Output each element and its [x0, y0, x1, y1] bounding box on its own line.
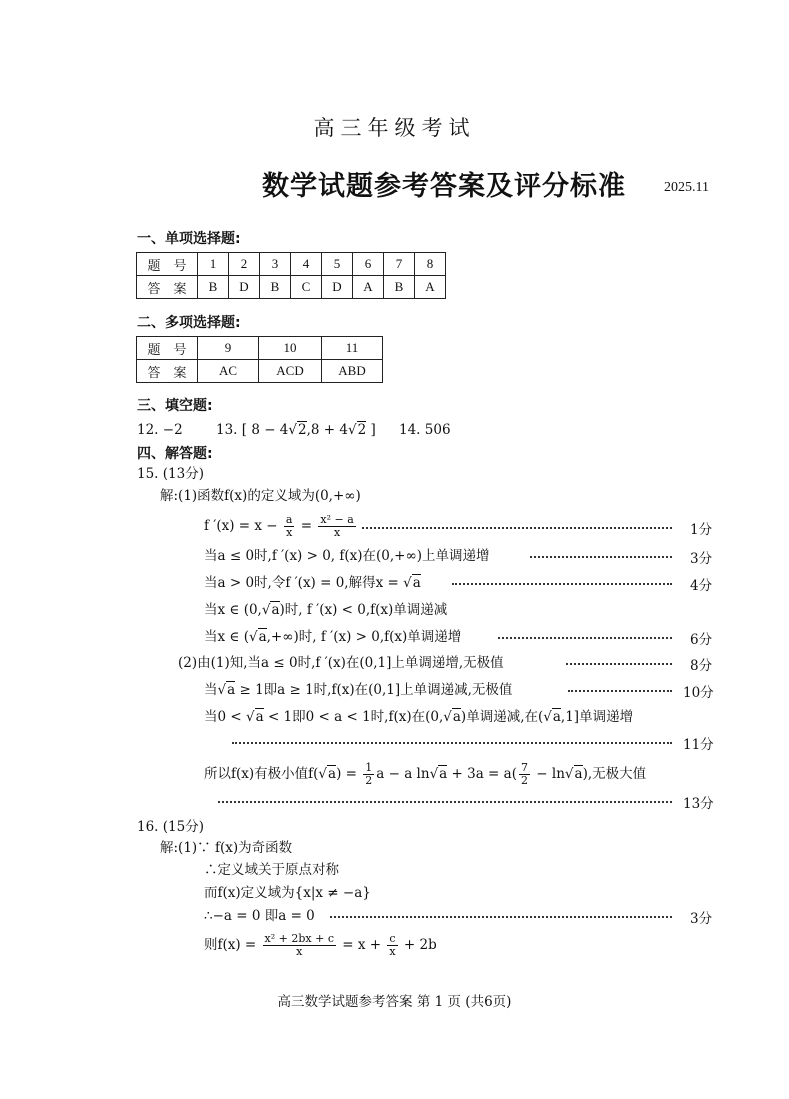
- formula-text: )单调递减,在(: [460, 709, 544, 725]
- score-leader: [0, 907, 789, 927]
- numerator: 7: [520, 761, 528, 774]
- formula-text: =: [300, 518, 313, 534]
- row-label: 题 号: [137, 337, 198, 360]
- single-choice-answer-table: [136, 252, 446, 299]
- section-heading-solutions: 四、解答题:: [137, 446, 213, 462]
- score-label: 3分: [690, 551, 713, 567]
- question-15-title: 15. (13分): [137, 466, 204, 482]
- denominator: 2: [365, 774, 373, 787]
- numerator: c: [387, 933, 397, 946]
- section-heading-multiple-choice: 二、多项选择题:: [137, 315, 241, 331]
- row-label: 答 案: [137, 360, 198, 383]
- formula-text: 则f(x) =: [204, 937, 257, 953]
- table-row: [137, 276, 446, 299]
- question-number: 6: [353, 253, 384, 276]
- formula-text: 当a > 0时,令f ′(x) = 0,解得x =: [204, 575, 404, 591]
- denominator: x: [286, 526, 293, 539]
- answer-cell: B: [384, 276, 415, 299]
- radicand: a: [552, 709, 561, 725]
- answer-13-part: 13. [ 8 − 4: [216, 422, 289, 438]
- q15-line: 解:(1)函数f(x)的定义域为(0,+∞): [160, 488, 361, 504]
- answer-cell: B: [198, 276, 229, 299]
- formula-text: 当0 <: [204, 709, 246, 725]
- exam-title: 高三年级考试: [313, 116, 476, 140]
- q16-formula: [204, 933, 437, 958]
- question-number: 11: [322, 337, 383, 360]
- fraction: [363, 762, 374, 787]
- formula-text: ),无极大值: [582, 766, 647, 782]
- answer-13: 13. [ 8 − 4√2,8 + 4√2 ]: [216, 422, 376, 438]
- answer-14: 14. 506: [399, 422, 451, 438]
- page-footer: 高三数学试题参考答案 第 1 页 (共6页): [277, 994, 512, 1010]
- score-label: 13分: [683, 796, 714, 812]
- radicand: a: [439, 766, 448, 782]
- numerator: 1: [365, 761, 373, 774]
- answer-cell: D: [229, 276, 260, 299]
- formula-text: − ln: [531, 766, 565, 782]
- question-number: 9: [198, 337, 259, 360]
- numerator: x² − a: [320, 513, 354, 526]
- radicand: 2: [298, 422, 307, 438]
- section-heading-fill-blank: 三、填空题:: [137, 398, 213, 414]
- formula-text: 所以f(x)有极小值f(: [204, 766, 319, 782]
- q16-line: ∴定义域关于原点对称: [204, 862, 339, 878]
- radicand: a: [255, 709, 264, 725]
- q15-line: 当x ∈ (√a,+∞)时, f ′(x) > 0,f(x)单调递增: [204, 629, 462, 645]
- score-label: 1分: [690, 522, 713, 538]
- radicand: a: [412, 575, 421, 591]
- formula-text: f ′(x) = x −: [204, 518, 278, 534]
- answer-cell: A: [415, 276, 446, 299]
- radicand: a: [227, 682, 236, 698]
- score-label: 4分: [690, 578, 713, 594]
- radicand: a: [271, 602, 280, 618]
- question-16-title: 16. (15分): [137, 819, 204, 835]
- answer-cell: ACD: [259, 360, 322, 383]
- date-label: 2025.11: [664, 180, 709, 195]
- table-row: [137, 253, 446, 276]
- radicand: 2: [357, 422, 367, 438]
- radicand: a: [258, 629, 267, 645]
- denominator: x: [333, 526, 341, 539]
- score-leader: [0, 574, 789, 594]
- question-number: 2: [229, 253, 260, 276]
- formula-text: 当x ∈ (: [204, 629, 249, 645]
- formula-text: ≥ 1即a ≥ 1时,f(x)在(0,1]上单调递减,无极值: [235, 682, 513, 698]
- question-number: 7: [384, 253, 415, 276]
- numerator: a: [285, 513, 293, 526]
- question-number: 1: [198, 253, 229, 276]
- formula-text: )时, f ′(x) < 0,f(x)单调递减: [279, 602, 448, 618]
- score-label: 3分: [690, 911, 713, 927]
- fraction: [387, 933, 397, 958]
- score-leader: [0, 628, 789, 648]
- formula-text: ,1]单调递增: [560, 709, 634, 725]
- question-number: 5: [322, 253, 353, 276]
- q15-line: 当√a ≥ 1即a ≥ 1时,f(x)在(0,1]上单调递减,无极值: [204, 682, 513, 698]
- answer-13-part: ]: [366, 422, 376, 438]
- q15-conclusion: 所以f(x)有极小值f(√a) = $\frac{1}{2}$ a − a ln√a + 3a = a( $\frac{7}{2}$ − ln√a),无极大值: [204, 761, 647, 787]
- score-label: 6分: [690, 632, 713, 648]
- score-leader: [0, 792, 789, 812]
- question-number: 3: [260, 253, 291, 276]
- table-row: [137, 337, 383, 360]
- formula-text: + 2b: [403, 937, 437, 953]
- formula-text: < 1即0 < a < 1时,f(x)在(0,: [263, 709, 444, 725]
- answer-12: 12. −2: [137, 422, 183, 438]
- section-heading-single-choice: 一、单项选择题:: [137, 231, 241, 247]
- row-label: 题 号: [137, 253, 198, 276]
- score-leader: [0, 547, 789, 567]
- q16-line: 解:(1)∵ f(x)为奇函数: [160, 840, 293, 856]
- answer-cell: AC: [198, 360, 259, 383]
- q15-line: 当0 < √a < 1即0 < a < 1时,f(x)在(0,√a)单调递减,在(√a,1]单调递增: [204, 709, 634, 725]
- q16-line: ∴−a = 0 即a = 0: [204, 908, 315, 924]
- question-number: 10: [259, 337, 322, 360]
- score-label: 11分: [683, 737, 714, 753]
- formula-text: ) =: [336, 766, 357, 782]
- denominator: 2: [520, 774, 528, 787]
- q15-line: 当a ≤ 0时,f ′(x) > 0, f(x)在(0,+∞)上单调递增: [204, 548, 490, 564]
- question-number: 8: [415, 253, 446, 276]
- formula-text: 当x ∈ (0,: [204, 602, 262, 618]
- q15-line: 当x ∈ (0,√a)时, f ′(x) < 0,f(x)单调递减: [204, 602, 448, 618]
- answer-cell: C: [291, 276, 322, 299]
- q15-line: 当a > 0时,令f ′(x) = 0,解得x = √a: [204, 575, 421, 591]
- score-leader: [0, 733, 789, 753]
- radicand: a: [328, 766, 337, 782]
- q16-line: 而f(x)定义域为{x|x ≠ −a}: [204, 885, 371, 901]
- denominator: x: [296, 945, 303, 958]
- radicand: a: [574, 766, 583, 782]
- row-label: 答 案: [137, 276, 198, 299]
- answer-cell: D: [322, 276, 353, 299]
- score-label: 10分: [683, 685, 714, 701]
- numerator: x² + 2bx + c: [264, 932, 334, 945]
- answer-cell: ABD: [322, 360, 383, 383]
- score-leader: [0, 654, 789, 674]
- table-row: [137, 360, 383, 383]
- multiple-choice-answer-table: [136, 336, 383, 383]
- formula-text: + 3a = a(: [447, 766, 517, 782]
- formula-text: 当: [204, 682, 218, 698]
- fraction: [263, 933, 336, 958]
- answer-cell: A: [353, 276, 384, 299]
- answer-13-part: ,8 + 4: [306, 422, 348, 438]
- score-label: 8分: [690, 658, 713, 674]
- denominator: x: [389, 945, 396, 958]
- formula-text: ,+∞)时, f ′(x) > 0,f(x)单调递增: [266, 629, 462, 645]
- fraction: [519, 762, 530, 787]
- document-subtitle: 数学试题参考答案及评分标准: [262, 171, 626, 202]
- q15-line: (2)由(1)知,当a ≤ 0时,f ′(x)在(0,1]上单调递增,无极值: [178, 655, 504, 671]
- formula-text: = x +: [342, 937, 382, 953]
- formula-text: a − a ln: [376, 766, 430, 782]
- radicand: a: [452, 709, 461, 725]
- score-leader: [0, 518, 789, 538]
- question-number: 4: [291, 253, 322, 276]
- score-leader: [0, 681, 789, 701]
- answer-cell: B: [260, 276, 291, 299]
